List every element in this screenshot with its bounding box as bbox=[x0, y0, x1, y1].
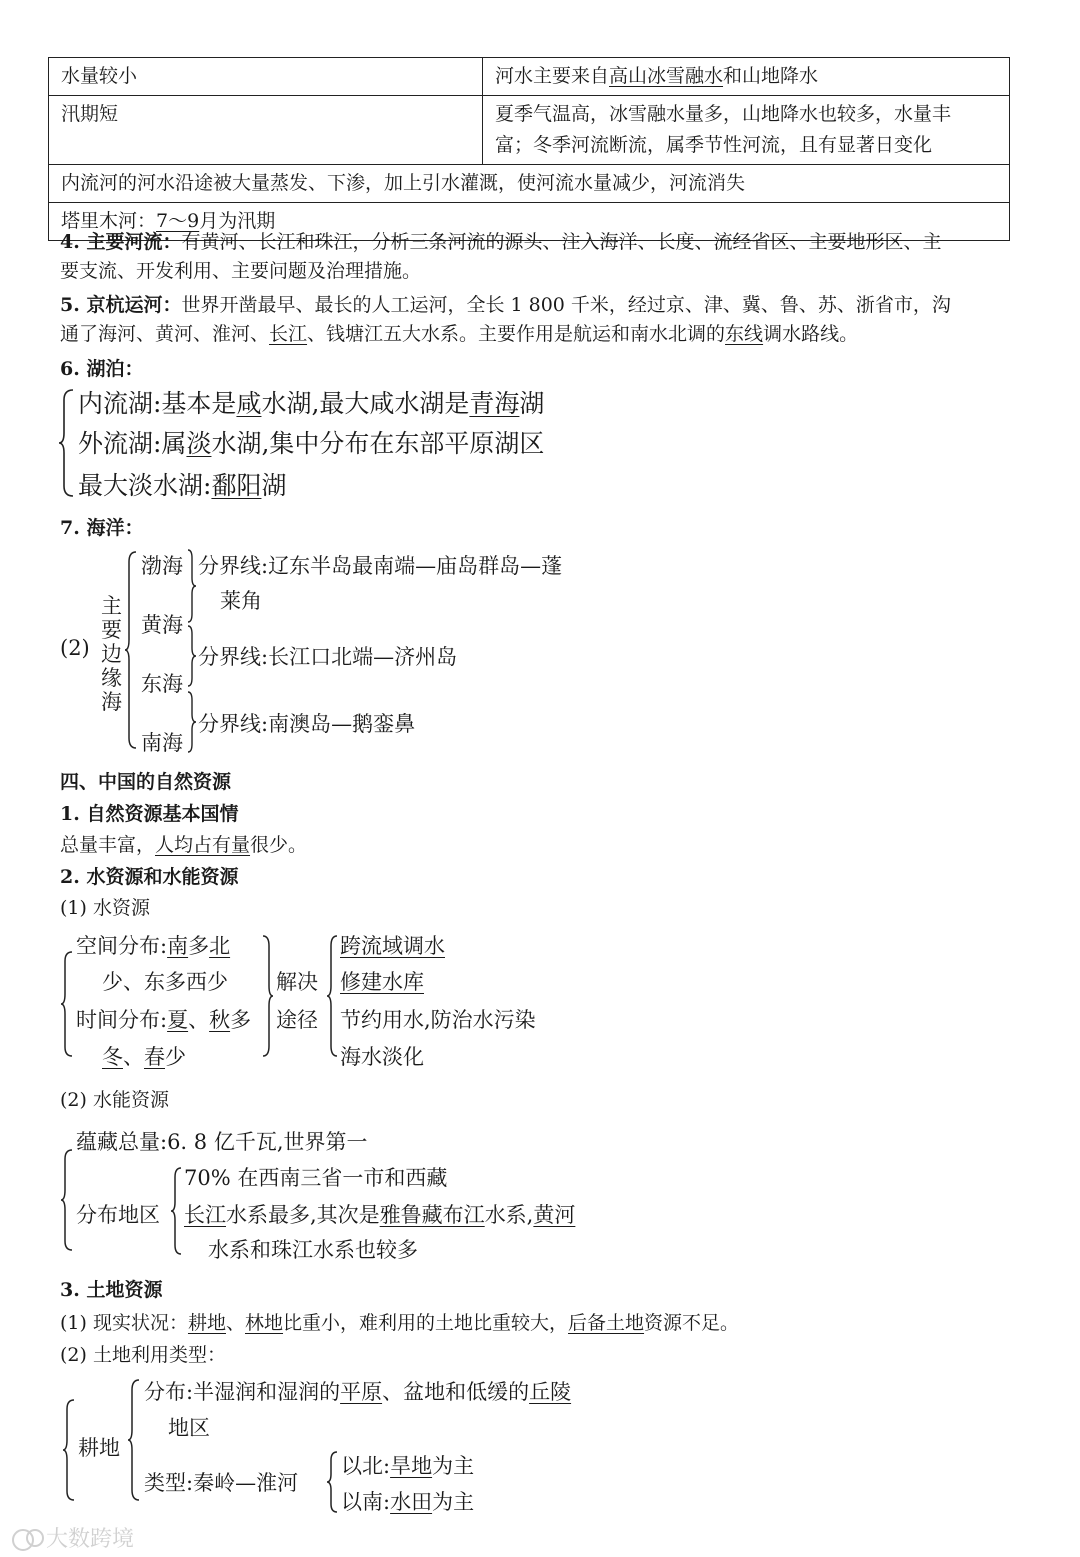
underlined-text: 北 bbox=[209, 934, 231, 958]
measure-4: 海水淡化 bbox=[340, 1045, 424, 1069]
brace-icon bbox=[124, 550, 138, 750]
inland-lake-line bbox=[78, 384, 544, 420]
text: 水湖,集中分布在东部平原湖区 bbox=[211, 429, 545, 458]
table-cell bbox=[483, 58, 1010, 96]
underlined-text: 7～9 bbox=[156, 210, 200, 232]
part-four-heading: 四、中国的自然资源 bbox=[60, 771, 232, 793]
spatial-distribution-cont: 少、东多西少 bbox=[102, 970, 228, 994]
brace-icon bbox=[127, 1378, 141, 1502]
text: 以南: bbox=[341, 1490, 391, 1514]
section-6-heading: 6. 湖泊： bbox=[60, 358, 144, 380]
text: 很少。 bbox=[250, 834, 308, 856]
text: 、钱塘江五大水系。主要作用是航运和南水北调的 bbox=[307, 323, 726, 345]
boundary-yellow-east: 分界线:长江口北端—济州岛 bbox=[198, 645, 458, 669]
underlined-text: 东线 bbox=[725, 323, 764, 345]
text: 通了海河、黄河、淮河、 bbox=[60, 323, 270, 345]
underlined-text: 雅鲁藏布江 bbox=[379, 1203, 485, 1227]
text: 比重小，难利用的土地比重较大， bbox=[283, 1312, 569, 1334]
text: 、 bbox=[188, 1008, 210, 1032]
underlined-text: 高山冰雪融水 bbox=[609, 65, 724, 87]
subsection-1-heading: 1. 自然资源基本国情 bbox=[60, 803, 239, 825]
temporal-distribution bbox=[76, 1004, 251, 1034]
measure-3: 节约用水,防治水污染 bbox=[340, 1008, 536, 1032]
section-heading: 4. 主要河流： bbox=[60, 231, 182, 253]
underlined-text: 林地 bbox=[245, 1312, 284, 1334]
distribution-rivers bbox=[184, 1199, 575, 1229]
underlined-text: 长江 bbox=[184, 1203, 226, 1227]
underlined-text: 长江 bbox=[269, 323, 308, 345]
underlined-text: 后备土地 bbox=[568, 1312, 645, 1334]
text: 资源不足。 bbox=[644, 1312, 740, 1334]
outflow-lake-line bbox=[78, 424, 544, 460]
section-5-line1 bbox=[60, 290, 951, 317]
char: 要 bbox=[101, 618, 122, 642]
text: 最大淡水湖: bbox=[78, 471, 212, 500]
text: 塔里木河： bbox=[61, 210, 157, 232]
table-cell bbox=[483, 96, 1010, 165]
section-heading: 5. 京杭运河： bbox=[60, 294, 182, 316]
text: 总量丰富， bbox=[60, 834, 156, 856]
char: 缘 bbox=[101, 666, 122, 690]
table-cell: 内流河的河水沿途被大量蒸发、下渗，加上引水灌溉，使河流水量减少，河流消失 bbox=[49, 165, 1010, 203]
text: 分布:半湿润和湿润的 bbox=[144, 1380, 341, 1404]
table-row bbox=[49, 165, 1010, 203]
item-label: (2) bbox=[60, 636, 90, 660]
underlined-text: 旱地 bbox=[390, 1454, 433, 1478]
underlined-text: 耕地 bbox=[187, 1312, 226, 1334]
solution-label-1: 解决 bbox=[276, 970, 318, 994]
text: 少 bbox=[165, 1045, 186, 1069]
underlined-text: 冬 bbox=[102, 1045, 123, 1069]
boundary-bohai-yellow: 分界线:辽东半岛最南端—庙岛群岛—蓬 bbox=[198, 554, 563, 578]
underlined-text: 南 bbox=[167, 934, 189, 958]
underlined-text: 水田 bbox=[390, 1490, 433, 1514]
south-type bbox=[341, 1486, 474, 1516]
cropland-types: 类型:秦岭—淮河 bbox=[144, 1471, 299, 1495]
hydropower-label: (2) 水能资源 bbox=[60, 1089, 169, 1111]
text: 外流湖:属 bbox=[78, 429, 187, 458]
subsection-2-heading: 2. 水资源和水能资源 bbox=[60, 866, 239, 888]
section-7-heading: 7. 海洋： bbox=[60, 517, 144, 539]
underlined-text: 人均占有量 bbox=[155, 834, 251, 856]
underlined-text: 秋 bbox=[209, 1008, 231, 1032]
char: 海 bbox=[101, 690, 122, 714]
underlined-text: 春 bbox=[144, 1045, 165, 1069]
north-type bbox=[341, 1450, 474, 1480]
underlined-text: 夏 bbox=[167, 1008, 189, 1032]
text: 水湖,最大咸水湖是 bbox=[261, 389, 470, 418]
brace-icon bbox=[187, 690, 197, 754]
text: 水系最多,其次是 bbox=[226, 1203, 380, 1227]
spatial-distribution bbox=[76, 930, 230, 960]
brace-icon bbox=[326, 934, 338, 1058]
section-4-line1 bbox=[60, 227, 941, 254]
text: 、盆地和低缓的 bbox=[382, 1380, 530, 1404]
watermark-logo-icon bbox=[10, 1527, 46, 1553]
underlined-text: 丘陵 bbox=[529, 1380, 572, 1404]
river-table bbox=[48, 57, 1010, 241]
table-cell: 水量较小 bbox=[49, 58, 483, 96]
distribution-area-label: 分布地区 bbox=[76, 1203, 160, 1227]
largest-freshwater-line bbox=[78, 466, 286, 502]
brace-icon bbox=[187, 624, 197, 688]
text: 空间分布: bbox=[76, 934, 168, 958]
section-5-line2 bbox=[60, 319, 858, 346]
water-resource-label: (1) 水资源 bbox=[60, 897, 150, 919]
watermark-text: 大数跨境 bbox=[46, 1527, 135, 1552]
brace-icon bbox=[58, 388, 76, 498]
brace-icon bbox=[326, 1450, 338, 1514]
cropland-distribution bbox=[144, 1376, 571, 1406]
closing-brace-icon bbox=[262, 934, 274, 1058]
text: 以北: bbox=[341, 1454, 391, 1478]
text: 月为汛期 bbox=[199, 210, 276, 232]
text: 为主 bbox=[432, 1454, 475, 1478]
measure-1: 跨流域调水 bbox=[340, 934, 445, 958]
table-row bbox=[49, 58, 1010, 96]
land-status-line bbox=[60, 1308, 739, 1335]
text: 夏季气温高，冰雪融水量多，山地降水也较多，水量丰 bbox=[495, 103, 952, 125]
text: 湖 bbox=[261, 471, 287, 500]
brace-icon bbox=[60, 950, 74, 1058]
marginal-seas-label bbox=[101, 594, 122, 714]
hydropower-total: 蕴藏总量:6. 8 亿千瓦,世界第一 bbox=[76, 1130, 368, 1154]
underlined-text: 黄河 bbox=[533, 1203, 576, 1227]
subsection-3-heading: 3. 土地资源 bbox=[60, 1279, 163, 1301]
text: 富；冬季河流断流，属季节性河流，且有显著日变化 bbox=[495, 134, 933, 156]
distribution-rivers-cont: 水系和珠江水系也较多 bbox=[208, 1238, 418, 1262]
table-row bbox=[49, 96, 1010, 165]
char: 边 bbox=[101, 642, 122, 666]
brace-icon bbox=[187, 548, 197, 624]
underlined-text: 平原 bbox=[340, 1380, 383, 1404]
section-4-line2: 要支流、开发利用、主要问题及治理措施。 bbox=[60, 260, 422, 282]
underlined-text: 鄱阳 bbox=[211, 471, 262, 500]
text: 多 bbox=[188, 934, 210, 958]
boundary-bohai-yellow-cont: 莱角 bbox=[220, 589, 262, 613]
land-types-label: (2) 土地利用类型： bbox=[60, 1344, 226, 1366]
text: 世界开凿最早、最长的人工运河，全长 1 800 千米，经过京、津、冀、鲁、苏、浙省市，沟 bbox=[181, 294, 951, 316]
char: 主 bbox=[101, 594, 122, 618]
watermark bbox=[10, 1522, 134, 1553]
text: 时间分布: bbox=[76, 1008, 168, 1032]
cropland-distribution-cont: 地区 bbox=[168, 1416, 210, 1440]
text: 为主 bbox=[432, 1490, 475, 1514]
text: (1) 现实状况： bbox=[60, 1312, 188, 1334]
boundary-east-south: 分界线:南澳岛—鹅銮鼻 bbox=[198, 712, 416, 736]
cropland-label: 耕地 bbox=[78, 1436, 120, 1460]
text: 湖 bbox=[519, 389, 545, 418]
brace-icon bbox=[62, 1398, 76, 1502]
underlined-text: 咸 bbox=[236, 389, 262, 418]
temporal-distribution-cont bbox=[102, 1041, 186, 1071]
text: 水系, bbox=[484, 1203, 534, 1227]
text: 多 bbox=[230, 1008, 252, 1032]
text: 、 bbox=[225, 1312, 245, 1334]
brace-icon bbox=[60, 1148, 74, 1252]
text: 调水路线。 bbox=[763, 323, 859, 345]
measure-2: 修建水库 bbox=[340, 970, 424, 994]
table-cell: 汛期短 bbox=[49, 96, 483, 165]
underlined-text: 淡 bbox=[186, 429, 212, 458]
text: 有黄河、长江和珠江，分析三条河流的源头、注入海洋、长度、流经省区、主要地形区、主 bbox=[181, 231, 942, 253]
text: 内流湖:基本是 bbox=[78, 389, 237, 418]
solution-label-2: 途径 bbox=[276, 1008, 318, 1032]
distribution-southwest: 70% 在西南三省一市和西藏 bbox=[184, 1166, 448, 1190]
sea-yellow: 黄海 bbox=[141, 613, 183, 637]
resource-status-line bbox=[60, 830, 307, 857]
text: 河水主要来自 bbox=[495, 65, 610, 87]
underlined-text: 青海 bbox=[469, 389, 520, 418]
text: 、 bbox=[123, 1045, 144, 1069]
sea-south: 南海 bbox=[141, 731, 183, 755]
sea-bohai: 渤海 bbox=[141, 554, 183, 578]
brace-icon bbox=[170, 1166, 182, 1256]
text: 和山地降水 bbox=[723, 65, 819, 87]
sea-east: 东海 bbox=[141, 672, 183, 696]
